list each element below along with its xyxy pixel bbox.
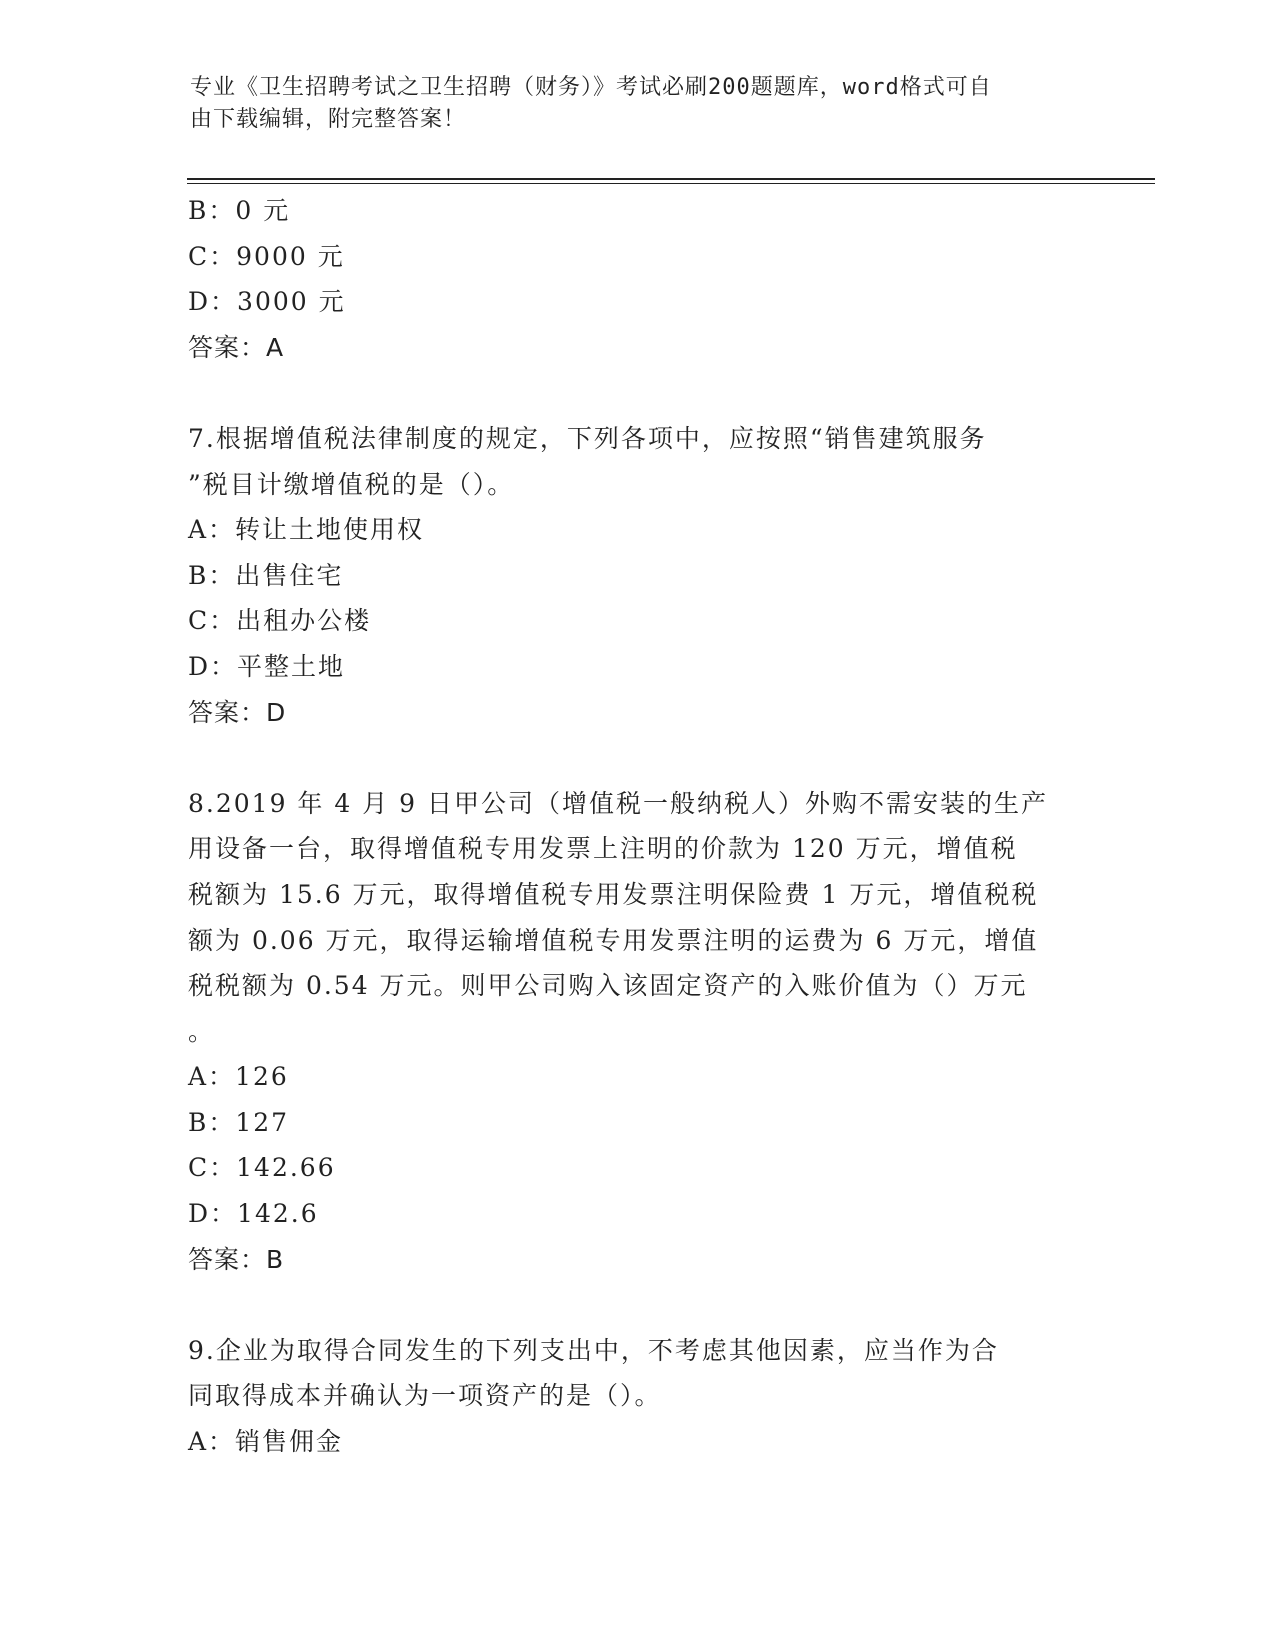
header-line-2: 由下载编辑，附完整答案！ [190, 107, 467, 132]
question-8 [188, 781, 1088, 1283]
option-c: C：9000 元 [188, 241, 345, 271]
option-a: A：销售佣金 [188, 1427, 344, 1457]
answer-label: 答案：D [188, 697, 287, 727]
option-b: B：127 [188, 1107, 290, 1137]
question-stem-line: ”税目计缴增值税的是（）。 [188, 469, 515, 499]
question-stem-line: 同取得成本并确认为一项资产的是（）。 [188, 1381, 662, 1411]
document-header [190, 72, 1070, 136]
question-9 [188, 1328, 1088, 1465]
option-d: D：3000 元 [188, 287, 346, 317]
answer-label: 答案：A [188, 332, 285, 362]
question-stem-line: 8.2019 年 4 月 9 日甲公司（增值税一般纳税人）外购不需安装的生产 [188, 788, 1049, 818]
header-divider-thin [187, 183, 1155, 184]
question-stem-line: 9.企业为取得合同发生的下列支出中，不考虑其他因素，应当作为合 [188, 1335, 999, 1365]
spacer [188, 370, 1088, 416]
header-line-1: 专业《卫生招聘考试之卫生招聘（财务）》考试必刷200题题库，word格式可自 [190, 75, 992, 100]
spacer [188, 735, 1088, 781]
question-7 [188, 416, 1088, 735]
question-stem-line: 7.根据增值税法律制度的规定，下列各项中，应按照“销售建筑服务 [188, 423, 987, 453]
question-stem-line: 税额为 15.6 万元，取得增值税专用发票注明保险费 1 万元，增值税税 [188, 879, 1039, 909]
question-list [188, 188, 1088, 1465]
option-b: B：出售住宅 [188, 560, 344, 590]
option-c: C：142.66 [188, 1153, 336, 1183]
question-stem-line: 税税额为 0.54 万元。则甲公司购入该固定资产的入账价值为（）万元 [188, 971, 1028, 1001]
option-d: D：142.6 [188, 1199, 319, 1229]
option-a: A：转让土地使用权 [188, 515, 425, 545]
question-stem-line: 额为 0.06 万元，取得运输增值税专用发票注明的运费为 6 万元，增值 [188, 925, 1039, 955]
spacer [188, 1282, 1088, 1328]
option-c: C：出租办公楼 [188, 606, 372, 636]
option-d: D：平整土地 [188, 651, 346, 681]
answer-label: 答案：B [188, 1244, 285, 1274]
question-stem-line: 用设备一台，取得增值税专用发票上注明的价款为 120 万元，增值税 [188, 834, 1018, 864]
question-6 [188, 188, 1088, 370]
question-stem-line: 。 [188, 1016, 216, 1046]
option-a: A：126 [188, 1062, 289, 1092]
header-divider-thick [187, 178, 1155, 180]
option-b: B：0 元 [188, 196, 291, 225]
